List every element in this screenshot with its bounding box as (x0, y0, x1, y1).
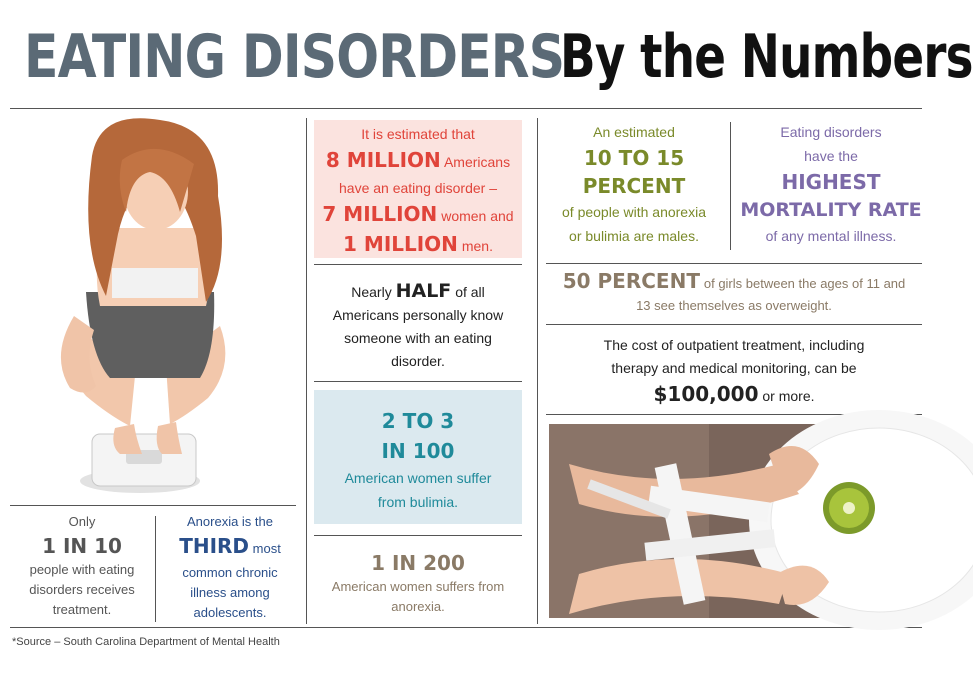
stat-8-million-text: Americans (443, 154, 511, 170)
stat-half-line4: disorder. (391, 353, 445, 369)
column-divider-middle (537, 118, 538, 624)
divider-mid-3 (314, 535, 522, 536)
stat-treatment-line5: treatment. (52, 602, 112, 617)
divider-mid-1 (314, 264, 522, 265)
stat-girls-number: 50 PERCENT (562, 269, 700, 293)
stat-half-number: HALF (395, 280, 452, 302)
stat-bulimia-number2: IN 100 (381, 439, 455, 463)
stat-half-line2: Americans personally know (332, 307, 504, 323)
column-divider-right-top (730, 122, 731, 250)
stat-mortality-line1: Eating disorders (780, 124, 882, 140)
stat-7-million-text: women and (441, 208, 514, 224)
stat-8-million-box (314, 120, 522, 258)
stat-treatment-line3: people with eating (29, 562, 135, 577)
stat-cost-line1: The cost of outpatient treatment, including (603, 337, 865, 353)
divider-right-2 (546, 324, 922, 325)
stat-males-box (544, 120, 724, 252)
page-subtitle: By the Numbers (560, 22, 973, 92)
source-note: *Source – South Carolina Department of Mental Health (12, 636, 280, 648)
stat-third-line1: Anorexia is the (187, 514, 273, 529)
stat-bulimia-box (314, 390, 522, 524)
stat-treatment-box (12, 512, 152, 622)
stat-bulimia-line4: from bulimia. (377, 494, 459, 510)
stat-1-million-number: 1 MILLION (343, 232, 458, 256)
stat-third-box (160, 512, 300, 622)
title-divider (10, 108, 922, 109)
divider-left-bottom-vertical (155, 516, 156, 622)
stat-cost-post: or more. (762, 388, 815, 404)
stat-third-line4: illness among (190, 585, 270, 600)
stat-girls-box (546, 270, 922, 320)
page-title: EATING DISORDERS (24, 22, 565, 92)
stat-8-million-number: 8 MILLION (325, 148, 441, 172)
divider-mid-2 (314, 381, 522, 382)
stat-1-million-text: men. (461, 238, 493, 254)
stat-anorexia-line3: anorexia. (391, 599, 445, 614)
stat-half-post: of all (455, 284, 485, 300)
stat-8-million-line3: have an eating disorder – (339, 180, 497, 196)
stat-anorexia-number: 1 IN 200 (371, 551, 465, 575)
stat-bulimia-number1: 2 TO 3 (381, 409, 455, 433)
stat-third-number: THIRD (179, 534, 250, 558)
stat-mortality-number2: MORTALITY RATE (740, 199, 922, 221)
stat-mortality-line5: of any mental illness. (765, 228, 897, 244)
stat-treatment-number: 1 IN 10 (42, 534, 122, 558)
column-divider-left (306, 118, 307, 624)
stat-bulimia-line3: American women suffer (344, 470, 492, 486)
stat-anorexia-line2: American women suffers from (331, 579, 505, 594)
footer-divider (10, 627, 922, 628)
stat-girls-text1: of girls between the ages of 11 and (703, 276, 906, 291)
stat-cost-number: $100,000 (653, 382, 759, 406)
tape-wrists-kiwi-illustration (549, 424, 920, 618)
stat-mortality-line2: have the (804, 148, 858, 164)
stat-mortality-number1: HIGHEST (781, 170, 881, 194)
stat-girls-line2: 13 see themselves as overweight. (636, 298, 832, 313)
stat-males-number1: 10 TO 15 (583, 146, 685, 170)
title-row (0, 0, 973, 108)
girl-on-scale-photo (30, 116, 280, 498)
stat-third-line3: common chronic (182, 565, 278, 580)
stat-treatment-line4: disorders receives (29, 582, 135, 597)
stat-males-intro: An estimated (593, 124, 675, 140)
stat-treatment-line1: Only (68, 514, 96, 529)
divider-left-bottom (10, 505, 296, 506)
stat-anorexia-box (314, 549, 522, 619)
stat-males-line4: of people with anorexia (562, 204, 706, 220)
stat-half-line3: someone with an eating (344, 330, 492, 346)
stat-7-million-number: 7 MILLION (322, 202, 438, 226)
stat-mortality-box (736, 120, 926, 252)
stat-third-line5: adolescents. (193, 605, 267, 620)
stat-8-million-intro: It is estimated that (361, 126, 475, 142)
divider-right-1 (546, 263, 922, 264)
stat-cost-line2: therapy and medical monitoring, can be (611, 360, 857, 376)
girl-on-scale-illustration (30, 116, 280, 498)
stat-third-post: most (252, 541, 281, 556)
stat-cost-box (546, 334, 922, 410)
stat-half-pre: Nearly (351, 284, 392, 300)
stat-males-number2: PERCENT (582, 174, 686, 198)
stat-males-line5: or bulimia are males. (569, 228, 699, 244)
tape-wrists-kiwi-photo (549, 424, 920, 618)
stat-half-box (314, 280, 522, 376)
